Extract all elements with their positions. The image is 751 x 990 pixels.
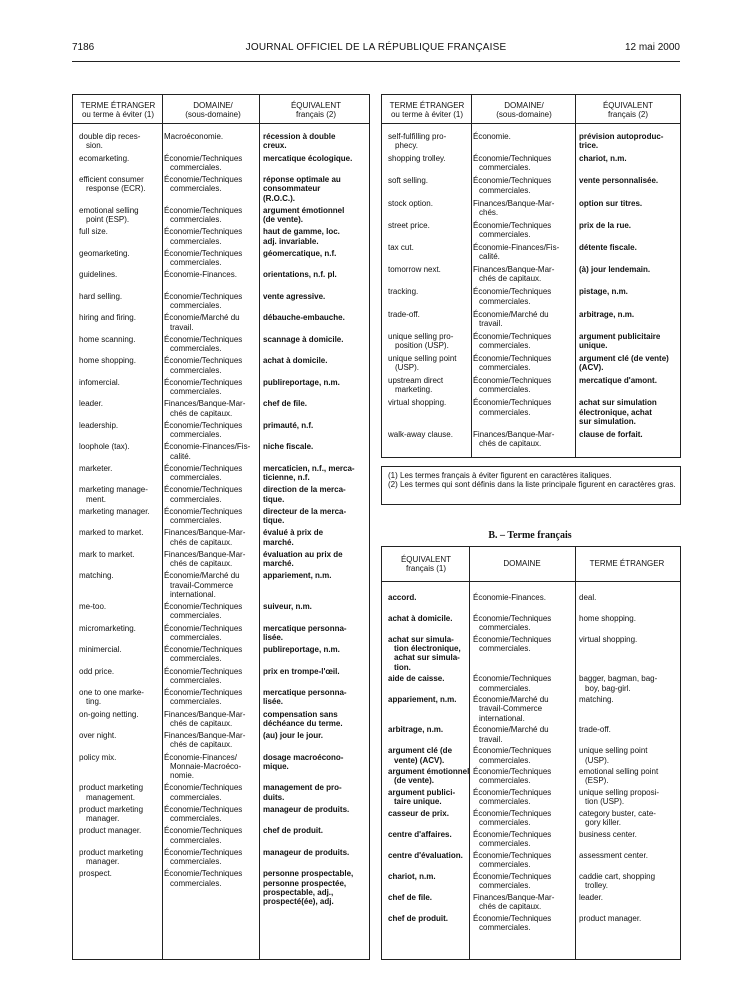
foreign-term-cell: deal. bbox=[579, 593, 597, 602]
foreign-term-cell: leadership. bbox=[79, 420, 119, 430]
equivalent-cell: publireportage, n.m. bbox=[263, 645, 340, 655]
equivalent-cell: manageur de produits. bbox=[263, 804, 350, 814]
foreign-term-cell: self-fulfilling pro- phecy. bbox=[388, 132, 447, 151]
equivalent-cell: argument émotionnel (de vente). bbox=[263, 205, 345, 225]
equivalent-cell: chef de file. bbox=[388, 892, 433, 902]
foreign-term-cell: business center. bbox=[579, 829, 637, 839]
table-header bbox=[382, 95, 680, 124]
foreign-term-cell: walk-away clause. bbox=[388, 429, 453, 439]
domain-cell: Économie/Techniques commerciales. bbox=[164, 869, 243, 888]
domain-cell: Finances/Banque-Mar- chés de capitaux. bbox=[473, 892, 555, 911]
domain-cell: Économie-Finances. bbox=[473, 593, 546, 602]
col-foreign-term-note: ou terme à éviter (1) bbox=[81, 110, 155, 119]
domain-cell: Économie/Techniques commerciales. bbox=[473, 331, 552, 351]
foreign-term-cell: unique selling proposi- tion (USP). bbox=[579, 788, 660, 807]
equivalent-cell: argument clé (de vente) (ACV). bbox=[579, 354, 669, 373]
equivalent-cell: arbitrage, n.m. bbox=[579, 309, 635, 319]
equivalent-cell: réponse optimale au consommateur (R.O.C.). bbox=[263, 175, 341, 203]
foreign-term-cell: product manager. bbox=[79, 826, 142, 836]
foreign-term-cell: unique selling pro- position (USP). bbox=[388, 331, 454, 351]
equivalent-cell: centre d'affaires. bbox=[388, 829, 452, 839]
domain-cell: Économie/Techniques commerciales. bbox=[164, 783, 243, 802]
foreign-term-cell: hiring and firing. bbox=[79, 313, 136, 323]
foreign-term-cell: double dip reces- sion. bbox=[79, 132, 141, 151]
col-equivalent-note: français (2) bbox=[607, 110, 648, 119]
domain-cell: Économie/Techniques commerciales. bbox=[164, 485, 243, 504]
foreign-term-cell: virtual shopping. bbox=[388, 398, 447, 408]
foreign-term-cell: tax cut. bbox=[388, 243, 414, 252]
domain-cell: Économie/Techniques commerciales. bbox=[164, 356, 243, 375]
equivalent-cell: évaluation au prix de marché. bbox=[263, 549, 343, 569]
equivalent-cell: arbitrage, n.m. bbox=[388, 725, 444, 735]
equivalent-cell: achat à domicile. bbox=[388, 613, 453, 623]
domain-cell: Économie/Techniques commerciales. bbox=[164, 666, 243, 685]
footnote-2: (2) Les termes qui sont définis dans la liste principale figurent en caractères gras. bbox=[388, 480, 676, 489]
col-foreign-term-note: ou terme à éviter (1) bbox=[390, 110, 464, 119]
domain-cell: Finances/Banque-Mar- chés de capitaux. bbox=[164, 731, 246, 750]
foreign-term-cell: marketer. bbox=[79, 463, 113, 473]
equivalent-cell: chariot, n.m. bbox=[388, 871, 436, 881]
domain-cell: Finances/Banque-Mar- chés de capitaux. bbox=[164, 709, 246, 728]
foreign-term-cell: mark to market. bbox=[79, 549, 135, 559]
foreign-term-cell: bagger, bagman, bag- boy, bag-girl. bbox=[579, 674, 658, 693]
foreign-term-cell: policy mix. bbox=[79, 752, 117, 762]
domain-cell: Économie/Techniques commerciales. bbox=[164, 645, 243, 664]
domain-cell: Économie/Techniques commerciales. bbox=[164, 826, 243, 845]
foreign-term-cell: street price. bbox=[388, 220, 430, 230]
domain-cell: Économie/Techniques commerciales. bbox=[164, 623, 243, 642]
equivalent-cell: chef de file. bbox=[263, 399, 308, 409]
domain-cell: Finances/Banque-Mar- chés de capitaux. bbox=[473, 265, 555, 284]
equivalent-cell: clause de forfait. bbox=[579, 429, 643, 439]
foreign-term-cell: tomorrow next. bbox=[388, 265, 441, 275]
foreign-term-cell: product manager. bbox=[579, 913, 642, 923]
table-a-left bbox=[72, 94, 370, 960]
equivalent-cell: prévision autoproduc- trice. bbox=[579, 132, 664, 151]
footnotes bbox=[381, 466, 681, 505]
domain-cell: Économie/Techniques commerciales. bbox=[164, 602, 243, 621]
domain-cell: Économie/Techniques commerciales. bbox=[473, 354, 552, 373]
foreign-term-cell: geomarketing. bbox=[79, 248, 130, 258]
equivalent-cell: mercaticien, n.f., merca- ticienne, n.f. bbox=[263, 463, 355, 483]
col-domain-sub: (sous-domaine) bbox=[496, 110, 552, 119]
equivalent-cell: mercatique d'amont. bbox=[579, 376, 657, 386]
foreign-term-cell: me-too. bbox=[79, 602, 107, 612]
equivalent-cell: débauche-embauche. bbox=[263, 313, 345, 323]
equivalent-cell: vente agressive. bbox=[263, 291, 326, 301]
equivalent-cell: option sur titres. bbox=[579, 198, 643, 208]
foreign-term-cell: ecomarketing. bbox=[79, 153, 130, 163]
foreign-term-cell: emotional selling point (ESP). bbox=[579, 767, 659, 786]
foreign-term-cell: unique selling point (USP). bbox=[579, 746, 648, 765]
foreign-term-cell: infomercial. bbox=[79, 377, 120, 387]
page-header bbox=[72, 42, 680, 58]
foreign-term-cell: marketing manager. bbox=[79, 506, 150, 516]
foreign-term-cell: loophole (tax). bbox=[79, 442, 130, 452]
equivalent-cell: argument émotionnel (de vente). bbox=[388, 767, 470, 786]
foreign-term-cell: stock option. bbox=[388, 198, 433, 208]
equivalent-cell: géomercatique, n.f. bbox=[263, 248, 337, 258]
domain-cell: Économie/Techniques commerciales. bbox=[164, 377, 243, 397]
domain-cell: Économie/Techniques commerciales. bbox=[473, 788, 552, 807]
col-equivalent: ÉQUIVALENT bbox=[602, 101, 654, 110]
foreign-term-cell: home shopping. bbox=[579, 613, 636, 623]
foreign-term-cell: product marketing manager. bbox=[79, 847, 144, 867]
col-equivalent: ÉQUIVALENT bbox=[400, 555, 452, 564]
domain-cell: Économie/Techniques commerciales. bbox=[473, 613, 552, 633]
domain-cell: Économie-Finances/Fis- calité. bbox=[164, 442, 251, 461]
equivalent-cell: accord. bbox=[388, 593, 417, 602]
foreign-term-cell: matching. bbox=[79, 571, 114, 581]
domain-cell: Économie. bbox=[473, 132, 511, 141]
journal-title: JOURNAL OFFICIEL DE LA RÉPUBLIQUE FRANÇAISE bbox=[245, 42, 507, 53]
table-header bbox=[382, 547, 680, 582]
col-foreign-term: TERME ÉTRANGER bbox=[589, 559, 665, 568]
domain-cell: Économie/Techniques commerciales. bbox=[473, 809, 552, 828]
domain-cell: Économie-Finances/Fis- calité. bbox=[473, 243, 560, 262]
table-a-right bbox=[381, 94, 681, 458]
domain-cell: Économie/Marché du travail. bbox=[473, 309, 549, 328]
foreign-term-cell: virtual shopping. bbox=[579, 634, 638, 644]
domain-cell: Économie-Finances/ Monnaie-Macroéco- nomie. bbox=[164, 752, 242, 781]
foreign-term-cell: one to one marke- ting. bbox=[79, 688, 144, 707]
domain-cell: Économie/Marché du travail. bbox=[164, 313, 240, 332]
domain-cell: Économie/Techniques commerciales. bbox=[164, 463, 243, 483]
domain-cell: Économie/Techniques commerciales. bbox=[164, 334, 243, 354]
equivalent-cell: appariement, n.m. bbox=[263, 571, 332, 581]
equivalent-cell: prix de la rue. bbox=[579, 220, 632, 230]
foreign-term-cell: tracking. bbox=[388, 287, 419, 297]
col-domain: DOMAINE bbox=[503, 559, 541, 568]
domain-cell: Économie/Techniques commerciales. bbox=[164, 291, 243, 311]
foreign-term-cell: efficient consumer response (ECR). bbox=[79, 175, 146, 194]
domain-cell: Finances/Banque-Mar- chés. bbox=[473, 198, 555, 217]
equivalent-cell: chef de produit. bbox=[388, 913, 448, 923]
foreign-term-cell: shopping trolley. bbox=[388, 154, 446, 164]
foreign-term-cell: trade-off. bbox=[388, 309, 420, 319]
domain-cell: Économie/Techniques commerciales. bbox=[164, 847, 243, 867]
domain-cell: Économie/Techniques commerciales. bbox=[164, 248, 243, 268]
domain-cell: Économie/Techniques commerciales. bbox=[473, 674, 552, 693]
foreign-term-cell: category buster, cate- gory killer. bbox=[579, 809, 656, 828]
equivalent-cell: haut de gamme, loc. adj. invariable. bbox=[263, 227, 340, 246]
domain-cell: Économie/Techniques commerciales. bbox=[164, 227, 243, 246]
equivalent-cell: achat sur simulation électronique, achat sur simulation. bbox=[579, 398, 657, 426]
foreign-term-cell: trade-off. bbox=[579, 725, 611, 735]
domain-cell: Économie/Techniques commerciales. bbox=[473, 220, 552, 240]
equivalent-cell: direction de la merca- tique. bbox=[263, 485, 346, 504]
equivalent-cell: vente personnalisée. bbox=[579, 176, 659, 186]
foreign-term-cell: guidelines. bbox=[79, 270, 118, 280]
foreign-term-cell: odd price. bbox=[79, 666, 115, 676]
domain-cell: Économie/Techniques commerciales. bbox=[164, 804, 243, 824]
page-number: 7186 bbox=[72, 42, 95, 53]
domain-cell: Économie/Techniques commerciales. bbox=[164, 420, 243, 440]
domain-cell: Économie/Techniques commerciales. bbox=[473, 176, 552, 195]
domain-cell: Économie/Techniques commerciales. bbox=[164, 688, 243, 707]
domain-cell: Économie/Techniques commerciales. bbox=[473, 767, 552, 786]
equivalent-cell: évalué à prix de marché. bbox=[263, 528, 324, 547]
section-title: B. – Terme français bbox=[488, 530, 572, 541]
equivalent-cell: achat sur simula- tion électronique, achat sur simula- tion. bbox=[388, 634, 461, 672]
equivalent-cell: primauté, n.f. bbox=[263, 420, 314, 430]
foreign-term-cell: minimercial. bbox=[79, 645, 122, 655]
col-domain: DOMAINE/ bbox=[504, 101, 544, 110]
equivalent-cell: suiveur, n.m. bbox=[263, 602, 312, 612]
domain-cell: Économie/Techniques commerciales. bbox=[473, 154, 552, 173]
equivalent-cell: centre d'évaluation. bbox=[388, 850, 463, 860]
foreign-term-cell: over night. bbox=[79, 731, 117, 741]
foreign-term-cell: matching. bbox=[579, 695, 614, 705]
col-domain: DOMAINE/ bbox=[193, 101, 233, 110]
foreign-term-cell: on-going netting. bbox=[79, 709, 139, 719]
equivalent-cell: argument publici- taire unique. bbox=[388, 788, 456, 807]
domain-cell: Économie/Techniques commerciales. bbox=[473, 287, 552, 306]
equivalent-cell: casseur de prix. bbox=[388, 809, 449, 818]
equivalent-cell: mercatique écologique. bbox=[263, 153, 353, 163]
domain-cell: Finances/Banque-Mar- chés de capitaux. bbox=[164, 549, 246, 569]
domain-cell: Économie/Techniques commerciales. bbox=[473, 634, 552, 654]
foreign-term-cell: unique selling point (USP). bbox=[388, 354, 457, 373]
equivalent-cell: détente fiscale. bbox=[579, 243, 637, 252]
equivalent-cell: (à) jour lendemain. bbox=[579, 265, 651, 275]
foreign-term-cell: marketing manage- ment. bbox=[79, 485, 148, 504]
domain-cell: Économie/Marché du travail-Commerce international. bbox=[473, 695, 549, 723]
equivalent-cell: mercatique personna- lisée. bbox=[263, 688, 347, 707]
equivalent-cell: scannage à domicile. bbox=[263, 334, 344, 344]
equivalent-cell: publireportage, n.m. bbox=[263, 377, 340, 387]
footnote-1: (1) Les termes français à éviter figurent en caractères italiques. bbox=[388, 471, 612, 480]
domain-cell: Économie-Finances. bbox=[164, 270, 237, 280]
domain-cell: Économie/Techniques commerciales. bbox=[473, 376, 552, 395]
equivalent-cell: mercatique personna- lisée. bbox=[263, 623, 347, 642]
col-equivalent: ÉQUIVALENT bbox=[290, 101, 342, 110]
domain-cell: Économie/Techniques commerciales. bbox=[473, 829, 552, 849]
equivalent-cell: achat à domicile. bbox=[263, 356, 328, 366]
domain-cell: Économie/Techniques commerciales. bbox=[164, 153, 243, 172]
equivalent-cell: personne prospectable, personne prospectée, prospectable, adj., prospecté(ée), adj. bbox=[263, 869, 354, 907]
domain-cell: Finances/Banque-Mar- chés de capitaux. bbox=[473, 429, 555, 449]
equivalent-cell: chariot, n.m. bbox=[579, 154, 627, 164]
equivalent-cell: argument publicitaire unique. bbox=[579, 331, 661, 351]
equivalent-cell: directeur de la merca- tique. bbox=[263, 506, 347, 526]
equivalent-cell: pistage, n.m. bbox=[579, 287, 628, 297]
col-foreign-term: TERME ÉTRANGER bbox=[389, 101, 465, 110]
foreign-term-cell: home scanning. bbox=[79, 334, 136, 344]
domain-cell: Finances/Banque-Mar- chés de capitaux. bbox=[164, 528, 246, 547]
domain-cell: Économie/Techniques commerciales. bbox=[164, 175, 243, 194]
equivalent-cell: argument clé (de vente) (ACV). bbox=[388, 746, 453, 765]
foreign-term-cell: caddie cart, shopping trolley. bbox=[579, 871, 656, 890]
foreign-term-cell: leader. bbox=[79, 399, 104, 409]
equivalent-cell: compensation sans déchéance du terme. bbox=[263, 709, 343, 728]
col-domain-sub: (sous-domaine) bbox=[185, 110, 241, 119]
domain-cell: Économie/Techniques commerciales. bbox=[473, 913, 552, 932]
table-header bbox=[73, 95, 369, 124]
foreign-term-cell: prospect. bbox=[79, 869, 112, 879]
domain-cell: Économie/Techniques commerciales. bbox=[164, 205, 243, 225]
col-foreign-term: TERME ÉTRANGER bbox=[80, 101, 156, 110]
foreign-term-cell: home shopping. bbox=[79, 356, 136, 366]
col-equivalent-note: français (1) bbox=[405, 564, 446, 573]
equivalent-cell: appariement, n.m. bbox=[388, 695, 457, 705]
foreign-term-cell: micromarketing. bbox=[79, 623, 136, 633]
domain-cell: Macroéconomie. bbox=[164, 132, 224, 141]
col-equivalent-note: français (2) bbox=[295, 110, 336, 119]
domain-cell: Économie/Techniques commerciales. bbox=[473, 850, 552, 870]
equivalent-cell: manageur de produits. bbox=[263, 847, 350, 857]
equivalent-cell: dosage macroécono- mique. bbox=[263, 752, 344, 771]
equivalent-cell: chef de produit. bbox=[263, 826, 323, 836]
domain-cell: Économie/Marché du travail-Commerce international. bbox=[164, 571, 240, 599]
foreign-term-cell: full size. bbox=[79, 227, 108, 237]
equivalent-cell: (au) jour le jour. bbox=[263, 731, 324, 741]
equivalent-cell: récession à double creux. bbox=[263, 132, 336, 151]
equivalent-cell: orientations, n.f. pl. bbox=[263, 270, 337, 280]
foreign-term-cell: soft selling. bbox=[388, 176, 429, 186]
foreign-term-cell: product marketing manager. bbox=[79, 804, 144, 824]
domain-cell: Économie/Techniques commerciales. bbox=[473, 746, 552, 765]
foreign-term-cell: leader. bbox=[579, 892, 604, 902]
equivalent-cell: management de pro- duits. bbox=[263, 783, 342, 802]
domain-cell: Économie/Techniques commerciales. bbox=[473, 398, 552, 417]
equivalent-cell: prix en trompe-l'œil. bbox=[263, 666, 340, 676]
foreign-term-cell: assessment center. bbox=[579, 850, 648, 860]
table-b bbox=[381, 546, 681, 960]
foreign-term-cell: hard selling. bbox=[79, 291, 123, 301]
header-rule bbox=[72, 61, 680, 62]
foreign-term-cell: marked to market. bbox=[79, 528, 144, 538]
equivalent-cell: aide de caisse. bbox=[388, 674, 445, 684]
issue-date: 12 mai 2000 bbox=[624, 42, 680, 53]
foreign-term-cell: product marketing management. bbox=[79, 783, 144, 802]
foreign-term-cell: upstream direct marketing. bbox=[388, 376, 444, 395]
domain-cell: Économie/Marché du travail. bbox=[473, 725, 549, 744]
equivalent-cell: niche fiscale. bbox=[263, 442, 314, 452]
domain-cell: Économie/Techniques commerciales. bbox=[164, 506, 243, 526]
domain-cell: Finances/Banque-Mar- chés de capitaux. bbox=[164, 399, 246, 418]
foreign-term-cell: emotional selling point (ESP). bbox=[79, 205, 139, 225]
domain-cell: Économie/Techniques commerciales. bbox=[473, 871, 552, 890]
